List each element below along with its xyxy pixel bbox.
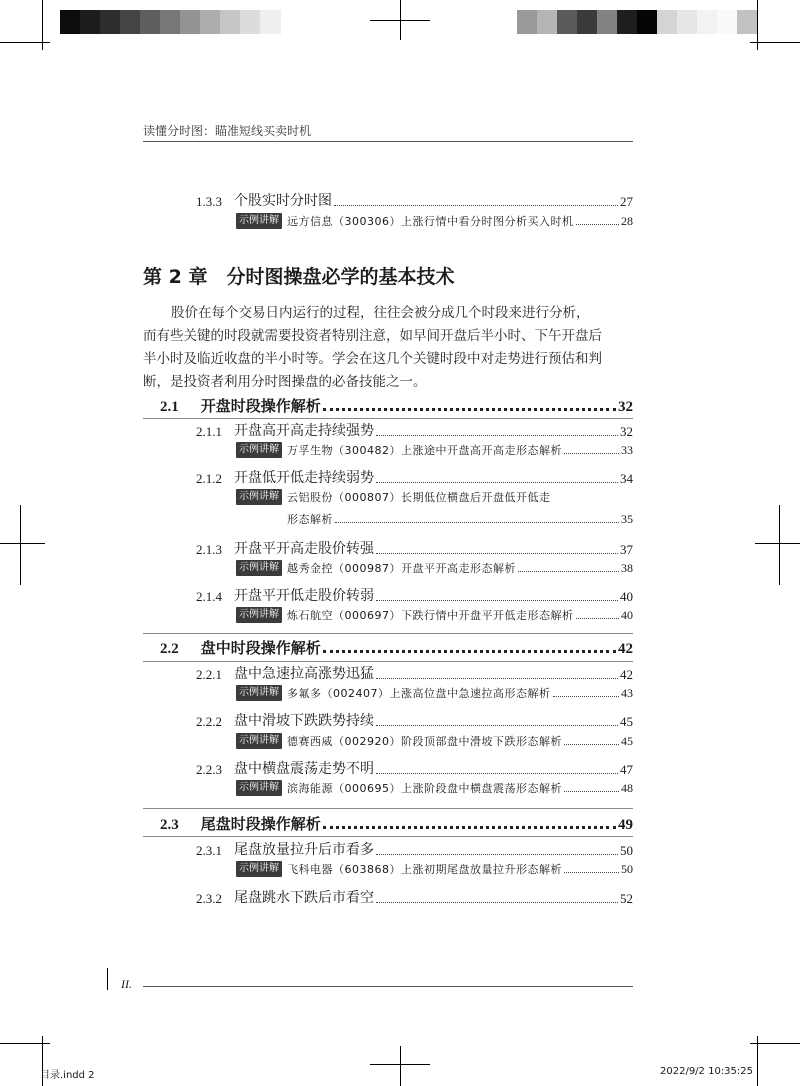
chapter-title: 第 2 章 分时图操盘必学的基本技术: [143, 266, 455, 288]
example-badge: 示例讲解: [236, 685, 282, 701]
example-badge: 示例讲解: [236, 733, 282, 749]
folio-tick: [107, 968, 108, 990]
toc-example-entry: 示例讲解 炼石航空（000697）下跌行情中开盘平开低走形态解析 40: [236, 607, 633, 623]
toc-example-entry: 示例讲解 滨海能源（000695）上涨阶段盘中横盘震荡形态解析 48: [236, 780, 633, 796]
print-timestamp: 2022/9/2 10:35:25: [660, 1066, 754, 1077]
toc-example-entry: 示例讲解 德赛西威（002920）阶段顶部盘中滑坡下跌形态解析 45: [236, 733, 633, 749]
color-swatch: [717, 10, 738, 34]
color-swatch: [517, 10, 538, 34]
color-swatch: [677, 10, 698, 34]
toc-subsection-entry: 2.1.4 开盘平开低走股价转弱 40: [196, 588, 633, 604]
toc-subsection-entry: 2.1.3 开盘平开高走股价转强 37: [196, 541, 633, 557]
color-swatch: [200, 10, 221, 34]
color-swatch: [120, 10, 141, 34]
toc-example-entry: 示例讲解 万孚生物（300482）上涨途中开盘高开高走形态解析 33: [236, 442, 633, 458]
chapter-intro: 股价在每个交易日内运行的过程，往往会被分成几个时段来进行分析， 而有些关键的时段就需要投资者特别注意，如早间开盘后半小时、下午开盘后 半小时及临近收盘的半小时等。学会在这几个关键时段中对走势进行预估和判 断，是投资者利用分时图操盘的必备技能之一。: [143, 305, 602, 390]
example-badge: 示例讲解: [236, 489, 282, 505]
section-rule: [143, 661, 633, 662]
example-badge: 示例讲解: [236, 861, 282, 877]
color-swatch: [637, 10, 658, 34]
toc-example-entry: 示例讲解 远方信息（300306）上涨行情中看分时图分析买入时机 28: [236, 213, 633, 229]
toc-section-entry: 2.2 盘中时段操作解析 42: [160, 639, 633, 657]
page-folio: II.: [121, 977, 132, 991]
color-swatch: [697, 10, 718, 34]
file-slug: 目录.indd 2: [40, 1070, 95, 1081]
header-rule: [143, 141, 633, 142]
color-swatch: [537, 10, 558, 34]
color-swatch: [597, 10, 618, 34]
toc-example-entry-continued: 形态解析 35: [287, 512, 633, 526]
toc-section-entry: 2.1 开盘时段操作解析 32: [160, 397, 633, 415]
example-badge: 示例讲解: [236, 560, 282, 576]
toc-subsection-entry: 2.2.3 盘中横盘震荡走势不明 47: [196, 761, 633, 777]
toc-subsection-entry: 2.2.2 盘中滑坡下跌跌势持续 45: [196, 713, 633, 729]
example-badge: 示例讲解: [236, 442, 282, 458]
section-rule: [143, 808, 633, 809]
toc-subsection-entry: 2.1.1 开盘高开高走持续强势 32: [196, 423, 633, 439]
toc-example-entry: 示例讲解 云铝股份（000807）长期低位横盘后开盘低开低走: [236, 489, 633, 505]
example-badge: 示例讲解: [236, 780, 282, 796]
color-swatch: [260, 10, 281, 34]
color-swatch: [577, 10, 598, 34]
toc-subsection-entry: 2.2.1 盘中急速拉高涨势迅猛 42: [196, 666, 633, 682]
toc-example-entry: 示例讲解 越秀金控（000987）开盘平开高走形态解析 38: [236, 560, 633, 576]
toc-example-entry: 示例讲解 多氟多（002407）上涨高位盘中急速拉高形态解析 43: [236, 685, 633, 701]
color-swatch: [180, 10, 201, 34]
example-badge: 示例讲解: [236, 607, 282, 623]
color-swatch: [140, 10, 161, 34]
color-swatch: [617, 10, 638, 34]
section-rule: [143, 836, 633, 837]
running-header: 读懂分时图：瞄准短线买卖时机: [143, 124, 312, 138]
color-swatch: [100, 10, 121, 34]
example-badge: 示例讲解: [236, 213, 282, 229]
toc-example-entry: 示例讲解 飞科电器（603868）上涨初期尾盘放量拉升形态解析 50: [236, 861, 633, 877]
toc-subsection-entry: 1.3.3 个股实时分时图 27: [196, 193, 633, 209]
toc-subsection-entry: 2.3.1 尾盘放量拉升后市看多 50: [196, 842, 633, 858]
toc-section-entry: 2.3 尾盘时段操作解析 49: [160, 815, 633, 833]
toc-subsection-entry: 2.3.2 尾盘跳水下跌后市看空 52: [196, 890, 633, 906]
toc-subsection-entry: 2.1.2 开盘低开低走持续弱势 34: [196, 470, 633, 486]
color-swatch: [160, 10, 181, 34]
color-swatch: [557, 10, 578, 34]
color-swatch: [60, 10, 81, 34]
color-swatch: [737, 10, 758, 34]
footer-rule: [143, 986, 633, 987]
color-swatch: [80, 10, 101, 34]
section-rule: [143, 418, 633, 419]
color-swatch: [220, 10, 241, 34]
color-swatch: [657, 10, 678, 34]
section-rule: [143, 633, 633, 634]
color-swatch: [240, 10, 261, 34]
